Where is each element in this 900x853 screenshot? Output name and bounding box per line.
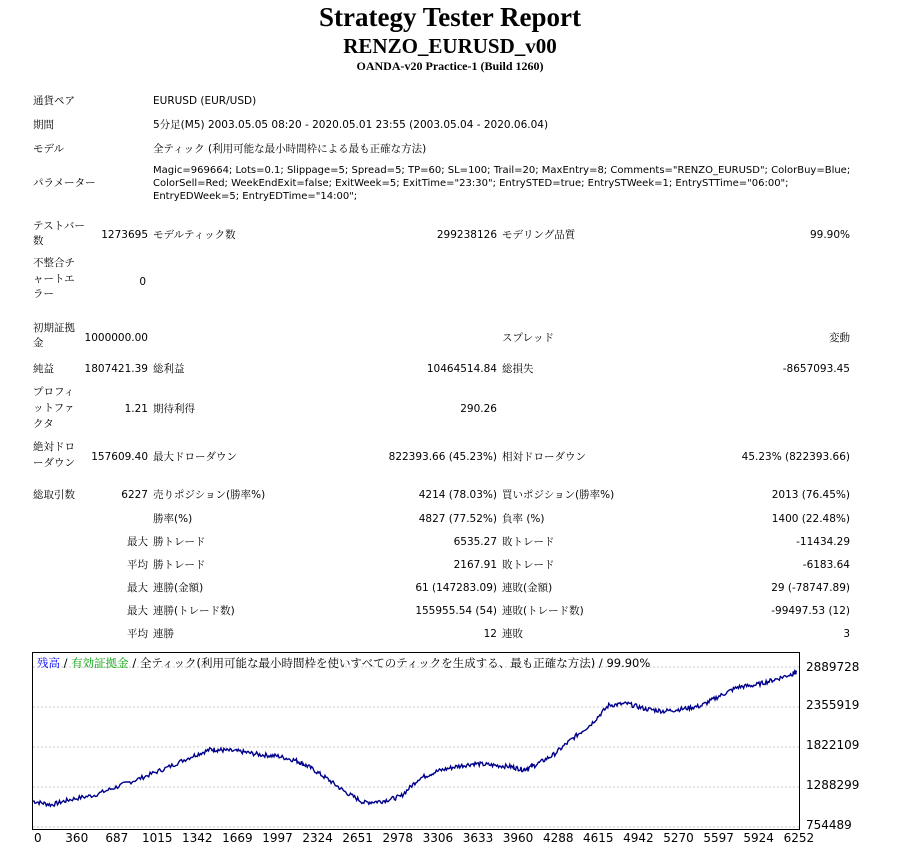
y-tick-label: 2889728 [806, 660, 860, 674]
gross-profit-label: 総利益 [153, 363, 185, 375]
spread-label: スプレッド [502, 332, 554, 344]
consec-wins-label: 連勝 [153, 628, 174, 640]
deposit-value: 1000000.00 [84, 332, 148, 344]
total-trades-value: 6227 [121, 489, 148, 501]
short-label: 売りポジション(勝率%) [153, 489, 266, 501]
model-label: モデル [33, 143, 64, 155]
pf-value: 1.21 [124, 403, 148, 415]
max-dd-label: 最大ドローダウン [153, 451, 237, 463]
x-tick-label: 2324 [302, 831, 333, 845]
legend-balance: 残高 [37, 656, 60, 670]
max-win-trade-value: 6535.27 [453, 536, 497, 548]
params-label: パラメーター [33, 177, 96, 189]
max-label-3: 最大 [127, 605, 148, 617]
win-rate-label: 勝率(%) [153, 513, 193, 525]
consec-losses-label: 連敗 [502, 628, 523, 640]
max-win-trade-label: 勝トレード [153, 536, 206, 548]
bars-label: テストバー数 [33, 220, 85, 247]
consec-wins-amount-value: 61 (147283.09) [415, 582, 497, 594]
x-tick-label: 4288 [542, 831, 574, 845]
x-tick-label: 4615 [583, 831, 614, 845]
ea-name: RENZO_EURUSD_v00 [343, 34, 557, 58]
consec-wins-amount-label: 連勝(金額) [153, 582, 204, 594]
x-tick-label: 2651 [342, 831, 373, 845]
y-tick-label: 754489 [806, 818, 852, 832]
consec-wins-trades-value: 155955.54 (54) [415, 605, 497, 617]
model-quality-label: モデリング品質 [502, 229, 576, 241]
mismatch-value: 0 [139, 276, 146, 288]
abs-dd-label: 絶対ドローダウン [33, 441, 75, 469]
x-tick-label: 3633 [462, 831, 494, 845]
net-value: 1807421.39 [84, 363, 148, 375]
x-tick-label: 1669 [222, 831, 253, 845]
spread-value: 変動 [829, 332, 850, 344]
expected-value: 290.26 [460, 403, 497, 415]
consec-losses-amount-label: 連敗(金額) [502, 582, 553, 594]
max-loss-trade-label: 敗トレード [502, 536, 555, 548]
model-ticks-label: モデルティック数 [153, 229, 236, 241]
x-tick-label: 2978 [382, 831, 413, 845]
balance-chart-svg [33, 653, 799, 829]
gross-loss-value: -8657093.45 [782, 363, 850, 375]
pair-value: EURUSD (EUR/USD) [153, 95, 257, 107]
y-tick-label: 1288299 [806, 778, 860, 792]
x-tick-label: 4942 [623, 831, 654, 845]
max-loss-trade-value: -11434.29 [796, 536, 850, 548]
model-ticks-value: 299238126 [436, 229, 497, 241]
x-tick-label: 360 [65, 831, 89, 845]
legend-description: / 全ティック(利用可能な最小時間枠を使いすべてのティックを生成する、最も正確な方法) / 99.90% [128, 656, 651, 670]
pf-label: プロフィットファクタ [33, 386, 75, 430]
model-value: 全ティック (利用可能な最小時間枠による最も正確な方法) [153, 143, 427, 155]
gross-profit-value: 10464514.84 [426, 363, 497, 375]
max-label-2: 最大 [127, 582, 148, 594]
deposit-label: 初期証拠金 [33, 322, 75, 349]
mismatch-label: 不整合チャートエラー [33, 257, 75, 300]
consec-losses-trades-label: 連敗(トレード数) [502, 605, 584, 617]
expected-label: 期待利得 [153, 403, 195, 415]
avg-label: 平均 [127, 559, 148, 571]
x-tick-label: 687 [105, 831, 129, 845]
max-dd-value: 822393.66 (45.23%) [388, 451, 497, 463]
avg-consec-losses-value: 3 [843, 628, 850, 640]
balance-line [33, 671, 796, 807]
x-tick-label: 0 [34, 831, 42, 845]
y-tick-label: 1822109 [806, 737, 860, 752]
x-tick-label: 3306 [422, 831, 454, 845]
balance-chart [32, 652, 800, 830]
abs-dd-value: 157609.40 [91, 451, 148, 463]
x-tick-label: 6252 [783, 831, 815, 845]
params-value: Magic=969664; Lots=0.1; Slippage=5; Spread=5; TP=60; SL=100; Trail=20; MaxEntry=8; Comments="RENZO_EURUSD"; ColorBuy=Blue; ColorSell=Red; WeekEndExit=false; ExitWeek=5; ExitTime="23:30"; EntrySTED=true; EntrySTWeek=1; EntrySTTime="06:00"; EntryEDWeek=5; EntryEDTime="14:00"; [153, 165, 851, 202]
x-tick-label: 5924 [743, 831, 774, 845]
avg-win-trade-value: 2167.91 [453, 559, 497, 571]
pair-label: 通貨ペア [33, 95, 75, 107]
bars-value: 1273695 [101, 229, 148, 241]
period-label: 期間 [33, 119, 54, 131]
consec-wins-trades-label: 連勝(トレード数) [153, 605, 235, 617]
period-value: 5分足(M5) 2003.05.05 08:20 - 2020.05.01 23:55 (2003.05.04 - 2020.06.04) [153, 119, 549, 131]
gross-loss-label: 総損失 [502, 363, 534, 375]
consec-losses-trades-value: -99497.53 (12) [771, 605, 850, 617]
chart-legend [37, 655, 650, 671]
legend-separator: / [60, 656, 72, 670]
legend-equity: 有効証拠金 [71, 656, 129, 670]
x-tick-label: 5597 [703, 831, 734, 845]
net-label: 純益 [33, 363, 54, 375]
long-label: 買いポジション(勝率%) [502, 489, 615, 501]
short-value: 4214 (78.03%) [418, 489, 497, 501]
x-tick-label: 5270 [663, 831, 694, 845]
avg-loss-trade-label: 敗トレード [502, 559, 555, 571]
consec-losses-amount-value: 29 (-78747.89) [771, 582, 850, 594]
report-title: Strategy Tester Report [319, 2, 581, 32]
x-tick-label: 1342 [182, 831, 213, 845]
server-name: OANDA-v20 Practice-1 (Build 1260) [356, 59, 544, 73]
x-tick-label: 1997 [262, 831, 293, 845]
x-tick-label: 1015 [141, 831, 173, 845]
loss-rate-value: 1400 (22.48%) [771, 513, 850, 525]
max-label: 最大 [127, 536, 148, 548]
long-value: 2013 (76.45%) [771, 489, 850, 501]
loss-rate-label: 負率 (%) [502, 513, 545, 525]
x-tick-label: 3960 [502, 831, 534, 845]
rel-dd-label: 相対ドローダウン [502, 451, 586, 463]
total-trades-label: 総取引数 [33, 489, 75, 501]
avg-label-2: 平均 [127, 628, 148, 640]
avg-consec-wins-value: 12 [483, 628, 497, 640]
rel-dd-value: 45.23% (822393.66) [741, 451, 850, 463]
avg-win-trade-label: 勝トレード [153, 559, 206, 571]
model-quality-value: 99.90% [809, 229, 850, 241]
y-tick-label: 2355919 [806, 697, 860, 712]
win-rate-value: 4827 (77.52%) [418, 513, 497, 525]
avg-loss-trade-value: -6183.64 [802, 559, 850, 571]
